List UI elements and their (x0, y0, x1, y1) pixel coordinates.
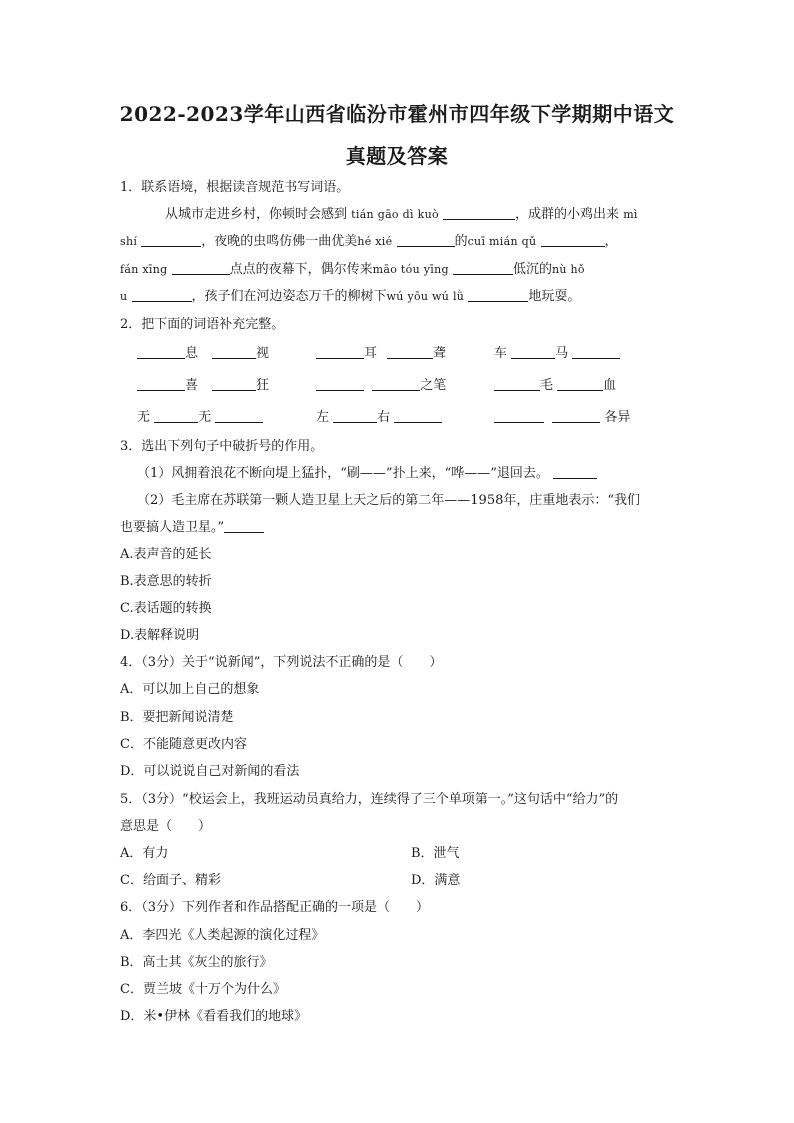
q2-item: 各异 (494, 408, 630, 428)
q4-option-b: B．要把新闻说清楚 (120, 710, 234, 725)
pinyin-cui-mian-qu: cuī mián qǔ (467, 235, 537, 248)
answer-blank[interactable] (333, 409, 377, 423)
q1-text: 点点的夜幕下，偶尔传来 (229, 262, 373, 277)
q1-stem: 1．联系语境，根据读音规范书写词语。 (120, 180, 350, 195)
q4-option-a: A．可以加上自己的想象 (120, 682, 260, 697)
answer-blank[interactable] (132, 288, 192, 302)
answer-blank[interactable] (137, 377, 185, 391)
answer-blank[interactable] (224, 519, 264, 533)
q2-item: 左 右 (316, 408, 442, 428)
q6-option-c: C．贾兰坡《十万个为什么》 (120, 982, 286, 997)
pinyin-mao-tou-ying: māo tóu yīng (372, 263, 449, 276)
q4-option-c: C．不能随意更改内容 (120, 737, 247, 752)
answer-blank[interactable] (215, 409, 263, 423)
q6-option-b: B．高士其《灰尘的旅行》 (120, 955, 273, 970)
answer-blank[interactable] (468, 288, 528, 302)
pinyin-nu-hou-end: u (120, 290, 128, 303)
q6-option-a: A．李四光《人类起源的演化过程》 (120, 928, 325, 943)
pinyin-he-xie: hé xié (357, 235, 393, 248)
q2-item: 聋 (387, 344, 446, 364)
answer-blank[interactable] (553, 465, 597, 479)
q2-stem: 2．把下面的词语补充完整。 (120, 317, 285, 332)
answer-blank[interactable] (453, 261, 513, 275)
q2-item: 息 (137, 344, 198, 364)
q1-text: ，成群的小鸡出来 (515, 207, 620, 222)
q1-text: 低沉的 (512, 262, 552, 277)
answer-blank[interactable] (397, 233, 455, 247)
q5-stem-end: 意思是（ ） (120, 819, 212, 834)
answer-blank[interactable] (137, 345, 185, 359)
q2-item: 无 无 (137, 408, 263, 428)
q1-text: ，夜晚的虫鸣仿佛一曲优美 (201, 234, 358, 249)
q3-option-c: C.表话题的转换 (120, 601, 212, 616)
answer-blank[interactable] (387, 345, 433, 359)
answer-blank[interactable] (572, 345, 620, 359)
pinyin-nu-hou-part: nù hǒ (551, 263, 585, 276)
q1-line-2 (120, 232, 680, 252)
q5-stem: 5．（3分）“校运会上，我班运动员真给力，连续得了三个单项第一。”这句话中“给力”的 (120, 792, 619, 807)
document-title-line-1: 2022-2023学年山西省临汾市霍州市四年级下学期期中语文 (119, 102, 675, 126)
q2-item: 视 (212, 344, 269, 364)
q1-text: ， (604, 234, 618, 249)
answer-blank[interactable] (372, 377, 420, 391)
answer-blank[interactable] (212, 345, 256, 359)
answer-blank[interactable] (394, 409, 442, 423)
q4-stem: 4．（3分）关于“说新闻”，下列说法不正确的是（ ） (120, 655, 443, 670)
answer-blank[interactable] (557, 377, 603, 391)
q1-line-4 (120, 287, 680, 307)
pinyin-mi-part: mì (623, 208, 638, 221)
q3-option-d: D.表解释说明 (120, 628, 200, 643)
q2-item: 毛 血 (494, 376, 616, 396)
q2-item: 车 马 (494, 344, 620, 364)
q2-item: 狂 (212, 376, 269, 396)
q5-option-d: D．满意 (411, 873, 461, 888)
q3-sentence-2-end: 也要搞人造卫星。” (120, 518, 680, 538)
pinyin-tian-gao-di-kuo: tián gāo dì kuò (351, 208, 439, 221)
answer-blank[interactable] (316, 377, 364, 391)
answer-blank[interactable] (552, 409, 600, 423)
q5-option-c: C．给面子、精彩 (120, 873, 221, 888)
document-title-line-2: 真题及答案 (345, 144, 449, 168)
answer-blank[interactable] (212, 377, 256, 391)
pinyin-wu-you-wu-lv: wú yōu wú lǜ (386, 290, 465, 303)
q3-option-b: B.表意思的转折 (120, 574, 212, 589)
q2-item: 喜 (137, 376, 198, 396)
q5-option-a: A．有力 (120, 846, 169, 861)
pinyin-fan-xing: fán xīng (120, 263, 168, 276)
answer-blank[interactable] (494, 377, 540, 391)
q1-text: 地玩耍。 (528, 289, 581, 304)
q1-line-3 (120, 260, 680, 280)
answer-blank[interactable] (154, 409, 198, 423)
q3-stem: 3．选出下列句子中破折号的作用。 (120, 439, 324, 454)
q2-item: 耳 (316, 344, 377, 364)
answer-blank[interactable] (511, 345, 555, 359)
answer-blank[interactable] (172, 261, 230, 275)
q3-option-a: A.表声音的延长 (120, 547, 212, 562)
q1-text: 从城市走进乡村，你顿时会感到 (165, 207, 348, 222)
answer-blank[interactable] (541, 233, 605, 247)
answer-blank[interactable] (443, 206, 515, 220)
q1-line-1 (165, 205, 725, 225)
q3-sentence-2: （2）毛主席在苏联第一颗人造卫星上天之后的第二年——1958年，庄重地表示：“我们 (137, 493, 641, 508)
answer-blank[interactable] (494, 409, 544, 423)
answer-blank[interactable] (141, 233, 201, 247)
q6-option-d: D．米•伊林《看看我们的地球》 (120, 1009, 308, 1024)
q5-option-b: B．泄气 (411, 846, 460, 861)
q4-option-d: D．可以说说自己对新闻的看法 (120, 764, 300, 779)
pinyin-shi-part: shí (120, 235, 138, 248)
q2-item: 之笔 (316, 376, 446, 396)
q3-sentence-1: （1）风拥着浪花不断向堤上猛扑，“刷——”扑上来，“哗——”退回去。 (137, 464, 667, 484)
answer-blank[interactable] (316, 345, 364, 359)
q1-text: 的 (454, 234, 468, 249)
q1-text: ，孩子们在河边姿态万千的柳树下 (191, 289, 387, 304)
q6-stem: 6．（3分）下列作者和作品搭配正确的一项是（ ） (120, 900, 430, 915)
